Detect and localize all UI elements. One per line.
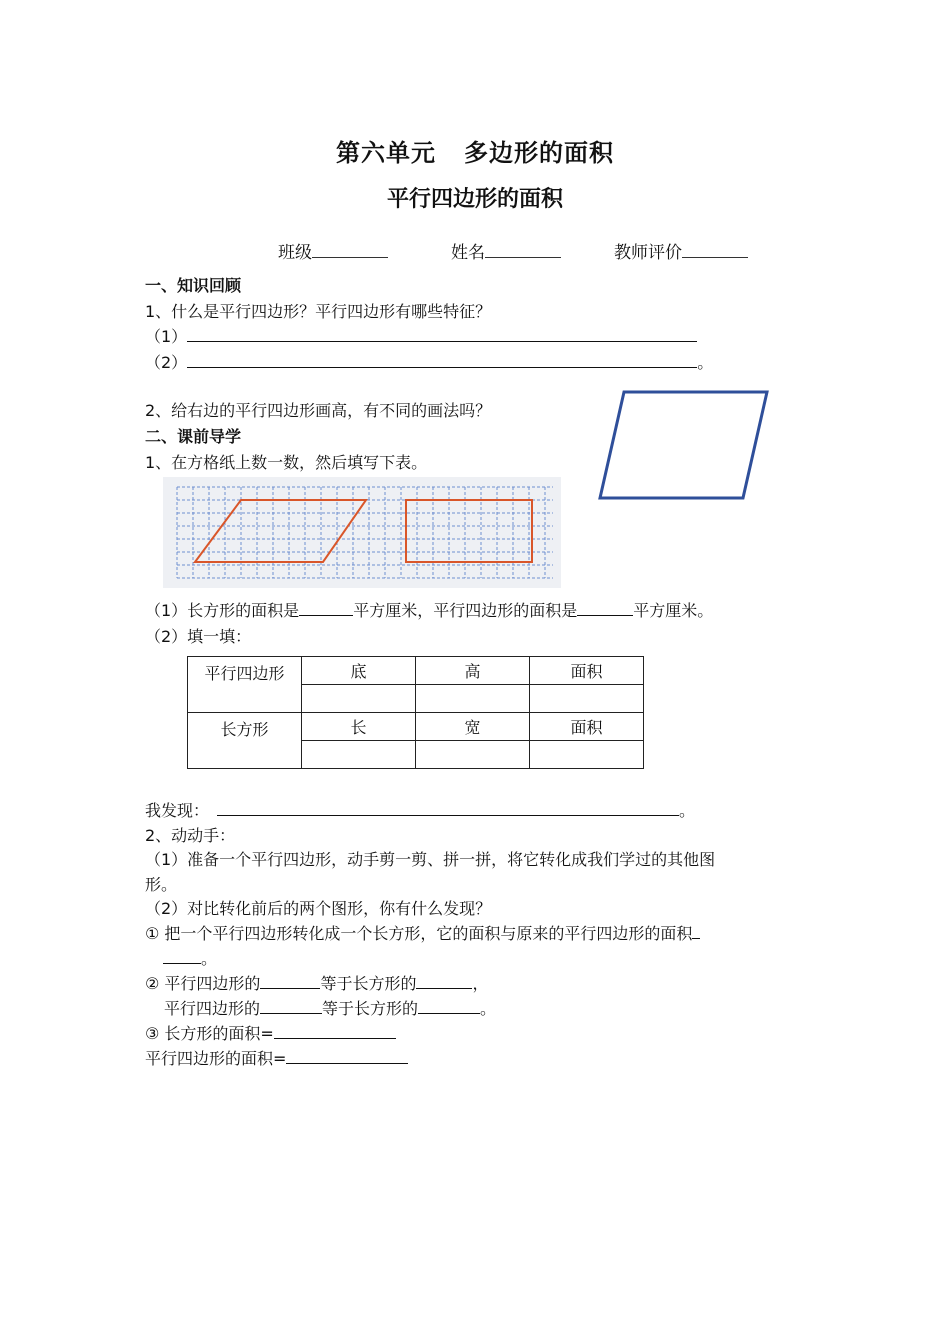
s1-q1-answer1	[145, 324, 697, 347]
unit-topic: 多边形的面积	[464, 139, 614, 167]
conclusion-1-cont	[163, 946, 217, 969]
class-label: 班级	[278, 243, 312, 263]
table-col-area: 面积	[530, 657, 644, 685]
s2-q1-1	[145, 598, 713, 621]
s2-q2-1-line1: （1）准备一个平行四边形，动手剪一剪、拼一拼，将它转化成我们学过的其他图	[145, 850, 716, 869]
rect-area-formula-blank[interactable]	[274, 1024, 396, 1039]
s2-q2: 2、动动手：	[145, 826, 236, 845]
conclusion-1-blank[interactable]	[163, 949, 201, 964]
conclusion-3a	[145, 1021, 396, 1044]
name-blank[interactable]	[485, 241, 561, 258]
conclusion-2a	[145, 971, 488, 994]
eval-label: 教师评价	[614, 243, 682, 263]
conclusion-2a-text-b: 等于长方形的	[320, 974, 417, 993]
lesson-title: 平行四边形的面积	[386, 187, 563, 212]
table-header-rectangle: 长方形	[188, 713, 302, 769]
s2-q2-2: （2）对比转化前后的两个图形，你有什么发现？	[145, 899, 492, 918]
grid-paper	[163, 477, 561, 588]
name-label: 姓名	[451, 243, 485, 263]
discover-end: 。	[679, 801, 696, 820]
conclusion-2b-blank1[interactable]	[260, 999, 322, 1014]
para-area-formula-label: 平行四边形的面积=	[145, 1049, 287, 1068]
eval-field	[614, 238, 748, 263]
unit-title	[0, 133, 950, 168]
unit-label: 第六单元	[336, 139, 436, 167]
table-col-width: 宽	[416, 713, 530, 741]
conclusion-2b-text-c: 。	[480, 999, 497, 1018]
conclusion-2b-text-b: 等于长方形的	[322, 999, 419, 1018]
section2-heading: 二、课前导学	[145, 427, 242, 446]
conclusion-2b-text-a: 平行四边形的	[164, 999, 261, 1018]
table-cell-para-area-value[interactable]	[530, 685, 644, 713]
s2-q1-1-text-a: （1）长方形的面积是	[145, 601, 300, 620]
s2-q1-1-text-b: 平方厘米，平行四边形的面积是	[353, 601, 578, 620]
rect-area-blank[interactable]	[299, 601, 353, 616]
table-col-length: 长	[302, 713, 416, 741]
fill-table	[187, 656, 644, 769]
table-cell-length-value[interactable]	[302, 741, 416, 769]
para-area-formula-blank[interactable]	[286, 1049, 408, 1064]
conclusion-1-blank-start[interactable]	[692, 924, 700, 939]
table-cell-height-value[interactable]	[416, 685, 530, 713]
conclusion-2a-blank2[interactable]	[416, 974, 472, 989]
parallelogram-shape	[600, 392, 767, 498]
conclusion-2a-blank1[interactable]	[260, 974, 320, 989]
s1-q1-answer2	[145, 350, 713, 373]
conclusion-3b	[145, 1046, 408, 1069]
conclusion-2a-text-c: ，	[472, 974, 489, 993]
parallelogram-figure[interactable]	[595, 388, 775, 504]
table-col-rect-area: 面积	[530, 713, 644, 741]
s2-q1: 1、在方格纸上数一数，然后填写下表。	[145, 453, 428, 472]
discover-line	[145, 798, 695, 821]
s1-q1-end: 。	[697, 353, 714, 372]
class-blank[interactable]	[312, 241, 388, 258]
conclusion-1-end: 。	[201, 949, 218, 968]
table-cell-base-value[interactable]	[302, 685, 416, 713]
table-col-height: 高	[416, 657, 530, 685]
section1-heading: 一、知识回顾	[145, 276, 242, 295]
s1-q1-a1-label: （1）	[145, 327, 188, 346]
conclusion-2b	[164, 996, 496, 1019]
conclusion-1-text: ① 把一个平行四边形转化成一个长方形，它的面积与原来的平行四边形的面积	[145, 924, 693, 943]
s1-q2: 2、给右边的平行四边形画高，有不同的画法吗？	[145, 401, 492, 420]
name-field	[451, 238, 561, 263]
class-field	[278, 238, 388, 263]
table-cell-width-value[interactable]	[416, 741, 530, 769]
table-cell-rect-area-value[interactable]	[530, 741, 644, 769]
s2-q1-1-text-c: 平方厘米。	[633, 601, 714, 620]
conclusion-2b-blank2[interactable]	[418, 999, 480, 1014]
conclusion-1	[145, 921, 700, 944]
grid-parallelogram	[195, 500, 366, 562]
s1-q1-a2-blank[interactable]	[187, 353, 697, 368]
para-area-blank[interactable]	[577, 601, 633, 616]
conclusion-2a-text-a: ② 平行四边形的	[145, 974, 261, 993]
rect-area-formula-label: ③ 长方形的面积=	[145, 1024, 274, 1043]
s2-q2-1-line2: 形。	[145, 875, 178, 894]
grid-paper-image	[163, 477, 561, 588]
s1-q1: 1、什么是平行四边形？平行四边形有哪些特征？	[145, 302, 492, 321]
eval-blank[interactable]	[682, 241, 748, 258]
s1-q1-a2-label: （2）	[145, 353, 188, 372]
discover-label: 我发现：	[145, 801, 210, 820]
table-header-parallelogram: 平行四边形	[188, 657, 302, 713]
s1-q1-a1-blank[interactable]	[187, 327, 697, 342]
discover-blank[interactable]	[217, 801, 679, 816]
table-col-base: 底	[302, 657, 416, 685]
s2-q1-2: （2）填一填：	[145, 627, 252, 646]
